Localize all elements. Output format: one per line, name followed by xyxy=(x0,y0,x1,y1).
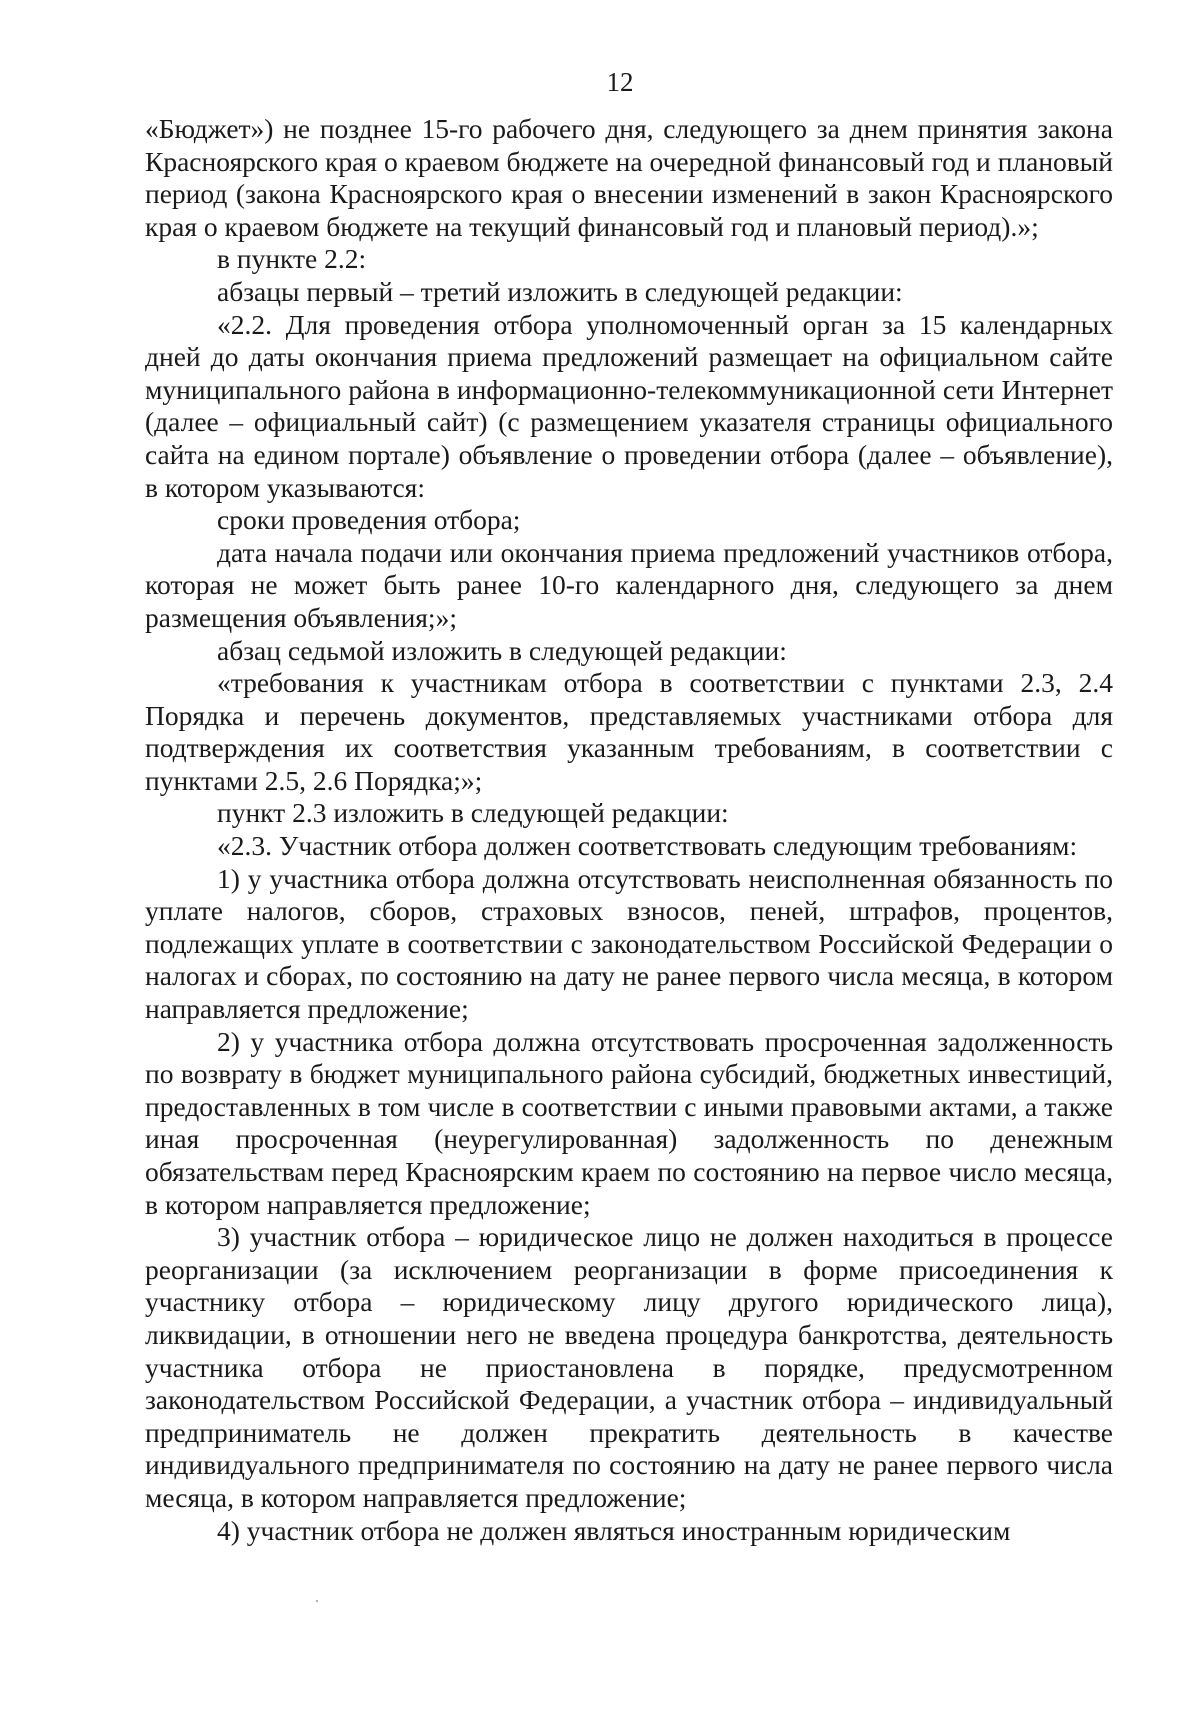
paragraph: 3) участник отбора – юридическое лицо не должен находиться в процессе реорганизации (за исключением реорганизации в форме присоединения к участнику отбора – юридическому лицу другого юридического лица), ликвидации, в отношении него не введена процедура банкротства, деятельность участника отбора не приостановлена в порядке, предусмотренном законодательством Российской Федерации, а участник отбора – индивидуальный предприниматель не должен прекратить деятельность в качестве индивидуального предпринимателя по состоянию на дату не ранее первого числа месяца, в котором направляется предложение; xyxy=(145,1221,1113,1513)
paragraph: дата начала подачи или окончания приема предложений участников отбора, которая не может быть ранее 10-го календарного дня, следующего за днем размещения объявления;»; xyxy=(145,536,1113,633)
paragraph: пункт 2.3 изложить в следующей редакции: xyxy=(217,797,729,829)
paragraph: абзац седьмой изложить в следующей редакции: xyxy=(217,634,787,666)
paragraph: «требования к участникам отбора в соответствии с пунктами 2.3, 2.4 Порядка и перечень документов, представляемых участниками отбора для подтверждения их соответствия указанным требованиям, в соответствии с пунктами 2.5, 2.6 Порядка;»; xyxy=(145,667,1113,796)
paragraph: «Бюджет») не позднее 15-го рабочего дня, следующего за днем принятия закона Красноярского края о краевом бюджете на очередной финансовый год и плановый период (закона Красноярского края о внесении изменений в закон Красноярского края о краевом бюджете на текущий финансовый год и плановый период).»; xyxy=(145,113,1113,242)
paragraph: 4) участник отбора не должен являться иностранным юридическим xyxy=(217,1514,1011,1546)
paragraph: 1) у участника отбора должна отсутствовать неисполненная обязанность по уплате налогов, сборов, страховых взносов, пеней, штрафов, процентов, подлежащих уплате в соответствии с законодательством Российской Федерации о налогах и сборах, по состоянию на дату не ранее первого числа месяца, в котором направляется предложение; xyxy=(145,862,1113,1025)
paragraph: сроки проведения отбора; xyxy=(217,504,521,536)
paragraph: «2.3. Участник отбора должен соответствовать следующим требованиям: xyxy=(217,830,1078,862)
document-body xyxy=(145,113,1113,1547)
scan-speck xyxy=(316,1600,318,1602)
page-number: 12 xyxy=(606,67,634,97)
paragraph: «2.2. Для проведения отбора уполномоченный орган за 15 календарных дней до даты окончания приема предложений размещает на официальном сайте муниципального района в информационно-телекоммуникационной сети Интернет (далее – официальный сайт) (с размещением указателя страницы официального сайта на едином портале) объявление о проведении отбора (далее – объявление), в котором указываются: xyxy=(145,308,1113,503)
paragraph: абзацы первый – третий изложить в следующей редакции: xyxy=(217,275,903,307)
paragraph: 2) у участника отбора должна отсутствовать просроченная задолженность по возврату в бюджет муниципального района субсидий, бюджетных инвестиций, предоставленных в том числе в соответствии с иными правовыми актами, а также иная просроченная (неурегулированная) задолженность по денежным обязательствам перед Красноярским краем по состоянию на первое число месяца, в котором направляется предложение; xyxy=(145,1025,1113,1220)
paragraph: в пункте 2.2: xyxy=(217,243,367,275)
